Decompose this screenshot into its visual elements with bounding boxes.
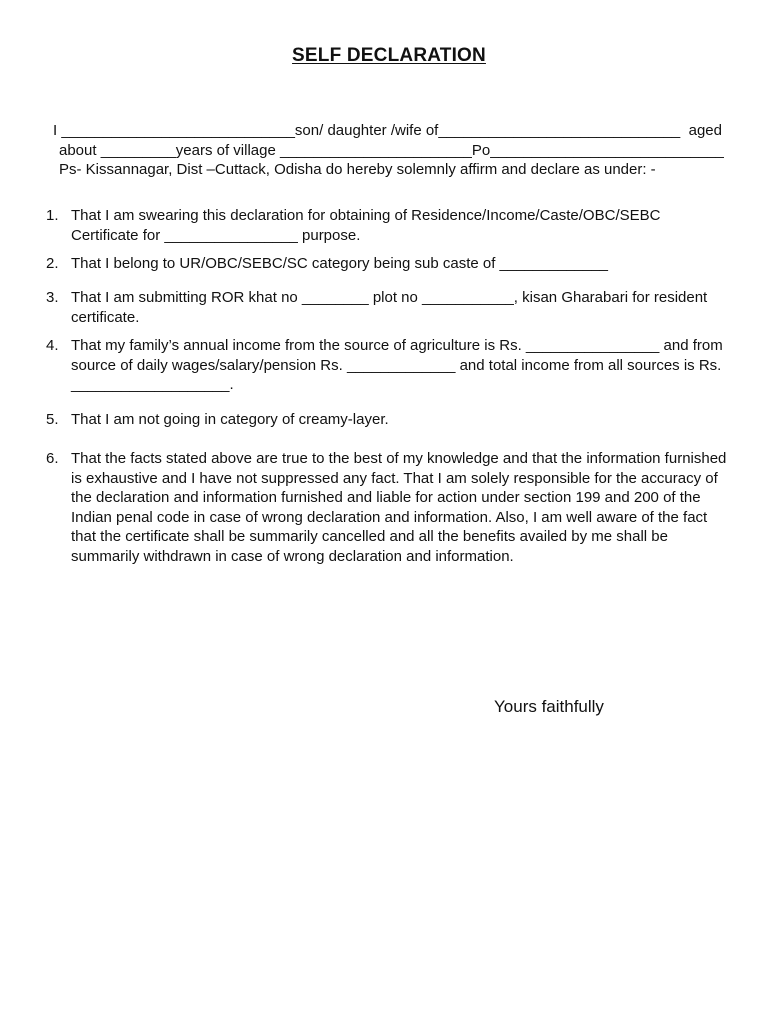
item-text-line: That I belong to UR/OBC/SEBC/SC category being sub caste of _____________ [71, 255, 608, 272]
item-number: 1. [46, 207, 59, 224]
document-title: SELF DECLARATION [292, 45, 486, 66]
item-number: 4. [46, 337, 59, 354]
item-number: 5. [46, 411, 59, 428]
item-text-line: That I am not going in category of creamy-layer. [71, 411, 389, 428]
item-text-line: Indian penal code in case of wrong declaration and information. Also, I am well aware of the fact [71, 508, 708, 526]
item-text-line: That the facts stated above are true to the best of my knowledge and that the information furnished [71, 450, 727, 467]
item-text-line: that the certificate shall be summarily cancelled and all the benefits availed by me shall be [71, 528, 668, 545]
item-number: 2. [46, 255, 59, 272]
item-text-line: is exhaustive and I have not suppressed any fact. That I am solely responsible for the accuracy of [71, 469, 718, 487]
item-text [71, 449, 746, 566]
item-text-line: the declaration and information furnished and liable for action under section 199 and 200 of the [71, 489, 701, 506]
intro-line-village: about _________years of village _______________________Po____________________________ [59, 141, 724, 159]
item-text-line: ___________________. [71, 376, 234, 393]
item-text-line: That I am submitting ROR khat no ________ plot no ___________, kisan Gharabari for resident [71, 289, 708, 306]
item-text [71, 410, 746, 430]
intro-line-name: I ____________________________son/ daughter /wife of_____________________________ aged [53, 122, 722, 139]
item-text-line: source of daily wages/salary/pension Rs. _____________ and total income from all sources is Rs. [71, 356, 722, 374]
item-text-line: That I am swearing this declaration for obtaining of Residence/Income/Caste/OBC/SEBC [71, 207, 661, 224]
item-text [71, 254, 746, 274]
item-text-line: certificate. [71, 308, 140, 326]
item-number: 3. [46, 289, 59, 306]
item-text-line: That my family’s annual income from the source of agriculture is Rs. ________________ and from [71, 337, 723, 354]
item-number: 6. [46, 450, 59, 467]
item-text [71, 288, 746, 327]
item-text [71, 336, 746, 395]
item-text [71, 206, 746, 245]
item-text-line: Certificate for ________________ purpose. [71, 226, 361, 244]
item-text-line: summarily withdrawn in case of wrong declaration and information. [71, 547, 514, 565]
intro-line-district: Ps- Kissannagar, Dist –Cuttack, Odisha do hereby solemnly affirm and declare as under: - [59, 161, 656, 178]
signoff-text: Yours faithfully [494, 697, 604, 716]
